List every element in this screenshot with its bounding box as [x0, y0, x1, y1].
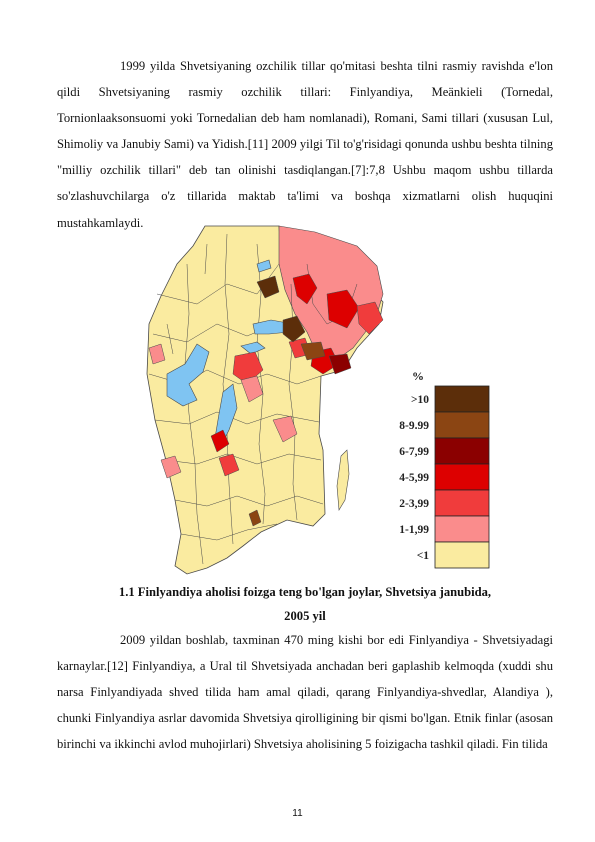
figure-caption-year: 2005 yil: [284, 609, 326, 623]
finnish-speakers-map: [57, 224, 553, 576]
legend-swatch: [435, 490, 489, 516]
legend-swatch: [435, 464, 489, 490]
page-number: 11: [292, 808, 303, 819]
figure-caption: 1.1 Finlyandiya aholisi foizga teng bo'lgan joylar, Shvetsiya janubida,: [118, 585, 492, 599]
map-legend: [399, 369, 489, 568]
legend-label: <1: [416, 550, 429, 562]
legend-label: 1-1,99: [399, 524, 429, 536]
map-island: [337, 450, 349, 510]
legend-swatch: [435, 542, 489, 568]
legend-swatch: [435, 412, 489, 438]
map-svg: [57, 224, 553, 576]
legend-swatch: [435, 386, 489, 412]
legend-label: >10: [410, 394, 429, 406]
legend-label: 6-7,99: [399, 446, 429, 458]
legend-swatch: [435, 438, 489, 464]
legend-label: 8-9.99: [399, 420, 429, 432]
paragraph-intro: 1999 yilda Shvetsiyaning ozchilik tillar qo'mitasi beshta tilni rasmiy ravishda e'lon qildi Shvetsiyaning rasmiy ozchilik tillari: Finlyandiya, Meänkieli (Tornedal, Tornionlaaksonsuomi yoki Tornedalian deb ham nomlanadi), Romani, Sami tillari (xususan Lul, Shimoliy va Janubiy Sami) va Yidish.[11] 2009 yilgi Til to'g'risidagi qonunda ushbu beshta tilning "milliy ozchilik tillari" deb tan olinishi tasdiqlangan.[7]:7,8 Ushbu maqom ushbu tillarda so'zlashuvchilarga o'z tillarida maktab ta'limi va boshqa xizmatlarni olish huquqini mustahkamlaydi.: [57, 59, 553, 230]
legend-label: 2-3,99: [399, 498, 429, 510]
paragraph-finnish-speakers: 2009 yildan boshlab, taxminan 470 ming kishi bor edi Finlyandiya - Shvetsiyadagi karnaylar.[12] Finlyandiya, a Ural til Shvetsiyada anchadan beri gaplashib kelmoqda (xuddi shu narsa Finlyandiyada shved tilida ham amal qiladi, qarang Finlyandiya-shvedlar, Alandiya ), chunki Finlyandiya asrlar davomida Shvetsiya qirolligining bir qismi bo'lgan. Etnik finlar (asosan birinchi va ikkinchi avlod muhojirlari) Shvetsiya aholisining 5 foizigacha tashkil qiladi. Fin tilida: [57, 633, 553, 752]
legend-title: %: [412, 369, 424, 383]
legend-swatch: [435, 516, 489, 542]
legend-label: 4-5,99: [399, 472, 429, 484]
